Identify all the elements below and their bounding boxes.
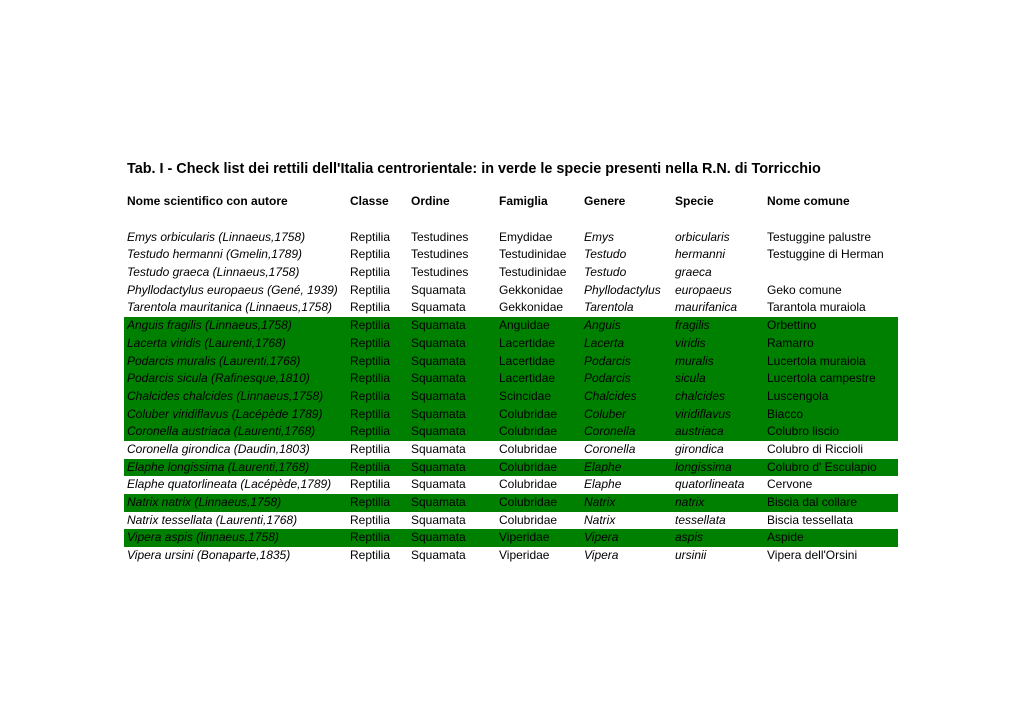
cell-genere: Tarentola <box>584 300 634 315</box>
cell-genere: Chalcides <box>584 388 637 403</box>
table-row <box>124 335 898 353</box>
table-row <box>124 246 898 264</box>
cell-famiglia: Emydidae <box>499 229 553 244</box>
cell-specie: muralis <box>675 353 714 368</box>
cell-nome-comune: Colubro d' Esculapio <box>767 459 877 474</box>
cell-ordine: Squamata <box>411 282 466 297</box>
cell-specie: orbicularis <box>675 229 730 244</box>
cell-genere: Podarcis <box>584 371 631 386</box>
cell-classe: Reptilia <box>350 495 391 509</box>
cell-nome-comune: Geko comune <box>767 282 842 297</box>
cell-famiglia: Viperidae <box>499 548 550 563</box>
header-specie: Specie <box>675 194 714 208</box>
cell-genere: Vipera <box>584 530 619 545</box>
cell-specie: ursinii <box>675 548 707 563</box>
cell-nome-scientifico: Podarcis sicula (Rafinesque,1810) <box>127 371 310 386</box>
cell-ordine: Squamata <box>411 353 466 368</box>
cell-genere: Anguis <box>584 318 621 333</box>
cell-nome-scientifico: Natrix natrix (Linnaeus,1758) <box>127 495 282 509</box>
cell-famiglia: Colubridae <box>499 512 558 527</box>
cell-nome-scientifico: Testudo hermanni (Gmelin,1789) <box>127 247 302 262</box>
header-nome-scientifico: Nome scientifico con autore <box>127 194 288 208</box>
cell-ordine: Squamata <box>411 512 466 527</box>
cell-ordine: Squamata <box>411 530 466 545</box>
cell-nome-comune: Testuggine palustre <box>767 229 872 244</box>
cell-genere: Coronella <box>584 441 636 456</box>
table-row <box>124 529 898 547</box>
cell-specie: viridis <box>675 335 706 350</box>
cell-nome-comune: Aspide <box>767 530 804 545</box>
cell-specie: tessellata <box>675 512 726 527</box>
cell-nome-scientifico: Coronella austriaca (Laurenti,1768) <box>127 424 316 439</box>
cell-specie: viridiflavus <box>675 406 732 421</box>
cell-genere: Podarcis <box>584 353 631 368</box>
cell-ordine: Squamata <box>411 300 466 315</box>
table-row <box>124 547 898 565</box>
table-body <box>124 229 898 565</box>
cell-specie: chalcides <box>675 388 726 403</box>
cell-classe: Reptilia <box>350 300 391 315</box>
cell-classe: Reptilia <box>350 247 391 262</box>
cell-classe: Reptilia <box>350 512 391 527</box>
cell-nome-scientifico: Tarentola mauritanica (Linnaeus,1758) <box>127 300 333 315</box>
cell-ordine: Squamata <box>411 371 466 386</box>
cell-famiglia: Gekkonidae <box>499 300 564 315</box>
cell-famiglia: Lacertidae <box>499 371 556 386</box>
cell-ordine: Testudines <box>411 229 469 244</box>
cell-famiglia: Colubridae <box>499 406 558 421</box>
cell-nome-comune: Tarantola muraiola <box>767 300 866 315</box>
cell-classe: Reptilia <box>350 406 391 421</box>
table-header <box>124 193 898 211</box>
table-row <box>124 353 898 371</box>
cell-ordine: Squamata <box>411 406 466 421</box>
cell-famiglia: Scincidae <box>499 388 552 403</box>
header-famiglia: Famiglia <box>499 194 548 208</box>
cell-classe: Reptilia <box>350 282 391 297</box>
cell-nome-scientifico: Natrix tessellata (Laurenti,1768) <box>127 512 298 527</box>
cell-famiglia: Lacertidae <box>499 353 556 368</box>
cell-genere: Coluber <box>584 406 627 421</box>
cell-nome-comune: Biscia tessellata <box>767 512 854 527</box>
table-row <box>124 229 898 247</box>
cell-genere: Elaphe <box>584 459 622 474</box>
header-genere: Genere <box>584 194 626 208</box>
cell-specie: aspis <box>675 530 704 545</box>
cell-classe: Reptilia <box>350 424 391 439</box>
table-row <box>124 299 898 317</box>
cell-nome-scientifico: Phyllodactylus europaeus (Gené, 1939) <box>127 282 338 297</box>
table-row <box>124 264 898 282</box>
cell-nome-comune: Luscengola <box>767 388 829 403</box>
cell-classe: Reptilia <box>350 459 391 474</box>
cell-nome-comune: Ramarro <box>767 335 814 350</box>
cell-nome-comune: Biscia dal collare <box>767 495 858 509</box>
cell-famiglia: Colubridae <box>499 477 558 492</box>
cell-nome-scientifico: Emys orbicularis (Linnaeus,1758) <box>127 229 306 244</box>
cell-genere: Testudo <box>584 265 627 280</box>
cell-ordine: Squamata <box>411 388 466 403</box>
cell-nome-comune: Lucertola muraiola <box>767 353 866 368</box>
cell-genere: Phyllodactylus <box>584 282 661 297</box>
cell-specie: maurifanica <box>675 300 738 315</box>
cell-specie: longissima <box>675 459 732 474</box>
cell-ordine: Testudines <box>411 265 469 280</box>
cell-classe: Reptilia <box>350 353 391 368</box>
cell-nome-scientifico: Vipera ursini (Bonaparte,1835) <box>127 548 291 563</box>
table-row <box>124 441 898 459</box>
cell-classe: Reptilia <box>350 477 391 492</box>
cell-specie: europaeus <box>675 282 732 297</box>
cell-classe: Reptilia <box>350 229 391 244</box>
cell-genere: Coronella <box>584 424 636 439</box>
cell-famiglia: Anguidae <box>499 318 550 333</box>
cell-nome-comune: Biacco <box>767 406 804 421</box>
cell-famiglia: Colubridae <box>499 424 558 439</box>
cell-specie: girondica <box>675 441 724 456</box>
cell-classe: Reptilia <box>350 388 391 403</box>
cell-genere: Natrix <box>584 512 616 527</box>
header-nome-comune: Nome comune <box>767 194 850 208</box>
cell-ordine: Testudines <box>411 247 469 262</box>
header-classe: Classe <box>350 194 389 208</box>
cell-specie: quatorlineata <box>675 477 745 492</box>
table-row <box>124 406 898 424</box>
cell-ordine: Squamata <box>411 424 466 439</box>
table-row <box>124 388 898 406</box>
cell-nome-comune: Testuggine di Herman <box>767 247 884 262</box>
cell-nome-scientifico: Podarcis muralis (Laurenti,1768) <box>127 353 301 368</box>
table-row <box>124 282 898 300</box>
cell-nome-comune: Lucertola campestre <box>767 371 876 386</box>
cell-genere: Natrix <box>584 495 616 509</box>
cell-classe: Reptilia <box>350 530 391 545</box>
cell-nome-scientifico: Vipera aspis (linnaeus,1758) <box>127 530 279 545</box>
cell-nome-comune: Orbettino <box>767 318 817 333</box>
header-ordine: Ordine <box>411 194 450 208</box>
cell-nome-comune: Colubro di Riccioli <box>767 441 864 456</box>
cell-genere: Lacerta <box>584 335 625 350</box>
cell-ordine: Squamata <box>411 441 466 456</box>
cell-ordine: Squamata <box>411 459 466 474</box>
cell-ordine: Squamata <box>411 548 466 563</box>
cell-genere: Emys <box>584 229 614 244</box>
cell-ordine: Squamata <box>411 335 466 350</box>
cell-nome-scientifico: Elaphe longissima (Laurenti,1768) <box>127 459 310 474</box>
cell-classe: Reptilia <box>350 548 391 563</box>
cell-ordine: Squamata <box>411 477 466 492</box>
cell-nome-scientifico: Lacerta viridis (Laurenti,1768) <box>127 335 286 350</box>
cell-specie: austriaca <box>675 424 724 439</box>
cell-ordine: Squamata <box>411 495 466 509</box>
cell-specie: sicula <box>675 371 706 386</box>
cell-nome-scientifico: Testudo graeca (Linnaeus,1758) <box>127 265 300 280</box>
cell-famiglia: Colubridae <box>499 441 558 456</box>
cell-famiglia: Lacertidae <box>499 335 556 350</box>
cell-famiglia: Colubridae <box>499 459 558 474</box>
cell-nome-comune: Colubro liscio <box>767 424 840 439</box>
cell-classe: Reptilia <box>350 318 391 333</box>
cell-genere: Testudo <box>584 247 627 262</box>
table-title: Tab. I - Check list dei rettili dell'Italia centrorientale: in verde le specie presenti nella R.N. di Torricchio <box>127 161 821 177</box>
cell-nome-comune: Vipera dell'Orsini <box>767 548 858 563</box>
cell-specie: graeca <box>675 265 712 280</box>
cell-genere: Elaphe <box>584 477 622 492</box>
table-row <box>124 476 898 494</box>
cell-classe: Reptilia <box>350 335 391 350</box>
table-row <box>124 423 898 441</box>
cell-classe: Reptilia <box>350 265 391 280</box>
table-row <box>124 512 898 530</box>
cell-famiglia: Viperidae <box>499 530 550 545</box>
cell-ordine: Squamata <box>411 318 466 333</box>
cell-specie: fragilis <box>675 318 710 333</box>
cell-classe: Reptilia <box>350 441 391 456</box>
cell-nome-scientifico: Elaphe quatorlineata (Lacépède,1789) <box>127 477 332 492</box>
cell-classe: Reptilia <box>350 371 391 386</box>
cell-famiglia: Gekkonidae <box>499 282 564 297</box>
cell-famiglia: Testudinidae <box>499 247 567 262</box>
cell-nome-comune: Cervone <box>767 477 813 492</box>
cell-genere: Vipera <box>584 548 619 563</box>
table-row <box>124 494 898 512</box>
cell-famiglia: Testudinidae <box>499 265 567 280</box>
table-row <box>124 370 898 388</box>
cell-specie: natrix <box>675 495 705 509</box>
cell-specie: hermanni <box>675 247 726 262</box>
cell-nome-scientifico: Coluber viridiflavus (Lacépède 1789) <box>127 406 323 421</box>
cell-nome-scientifico: Anguis fragilis (Linnaeus,1758) <box>127 318 292 333</box>
cell-nome-scientifico: Chalcides chalcides (Linnaeus,1758) <box>127 388 324 403</box>
cell-famiglia: Colubridae <box>499 495 558 509</box>
table-row <box>124 459 898 477</box>
table-row <box>124 317 898 335</box>
cell-nome-scientifico: Coronella girondica (Daudin,1803) <box>127 441 310 456</box>
checklist-table <box>124 193 898 565</box>
